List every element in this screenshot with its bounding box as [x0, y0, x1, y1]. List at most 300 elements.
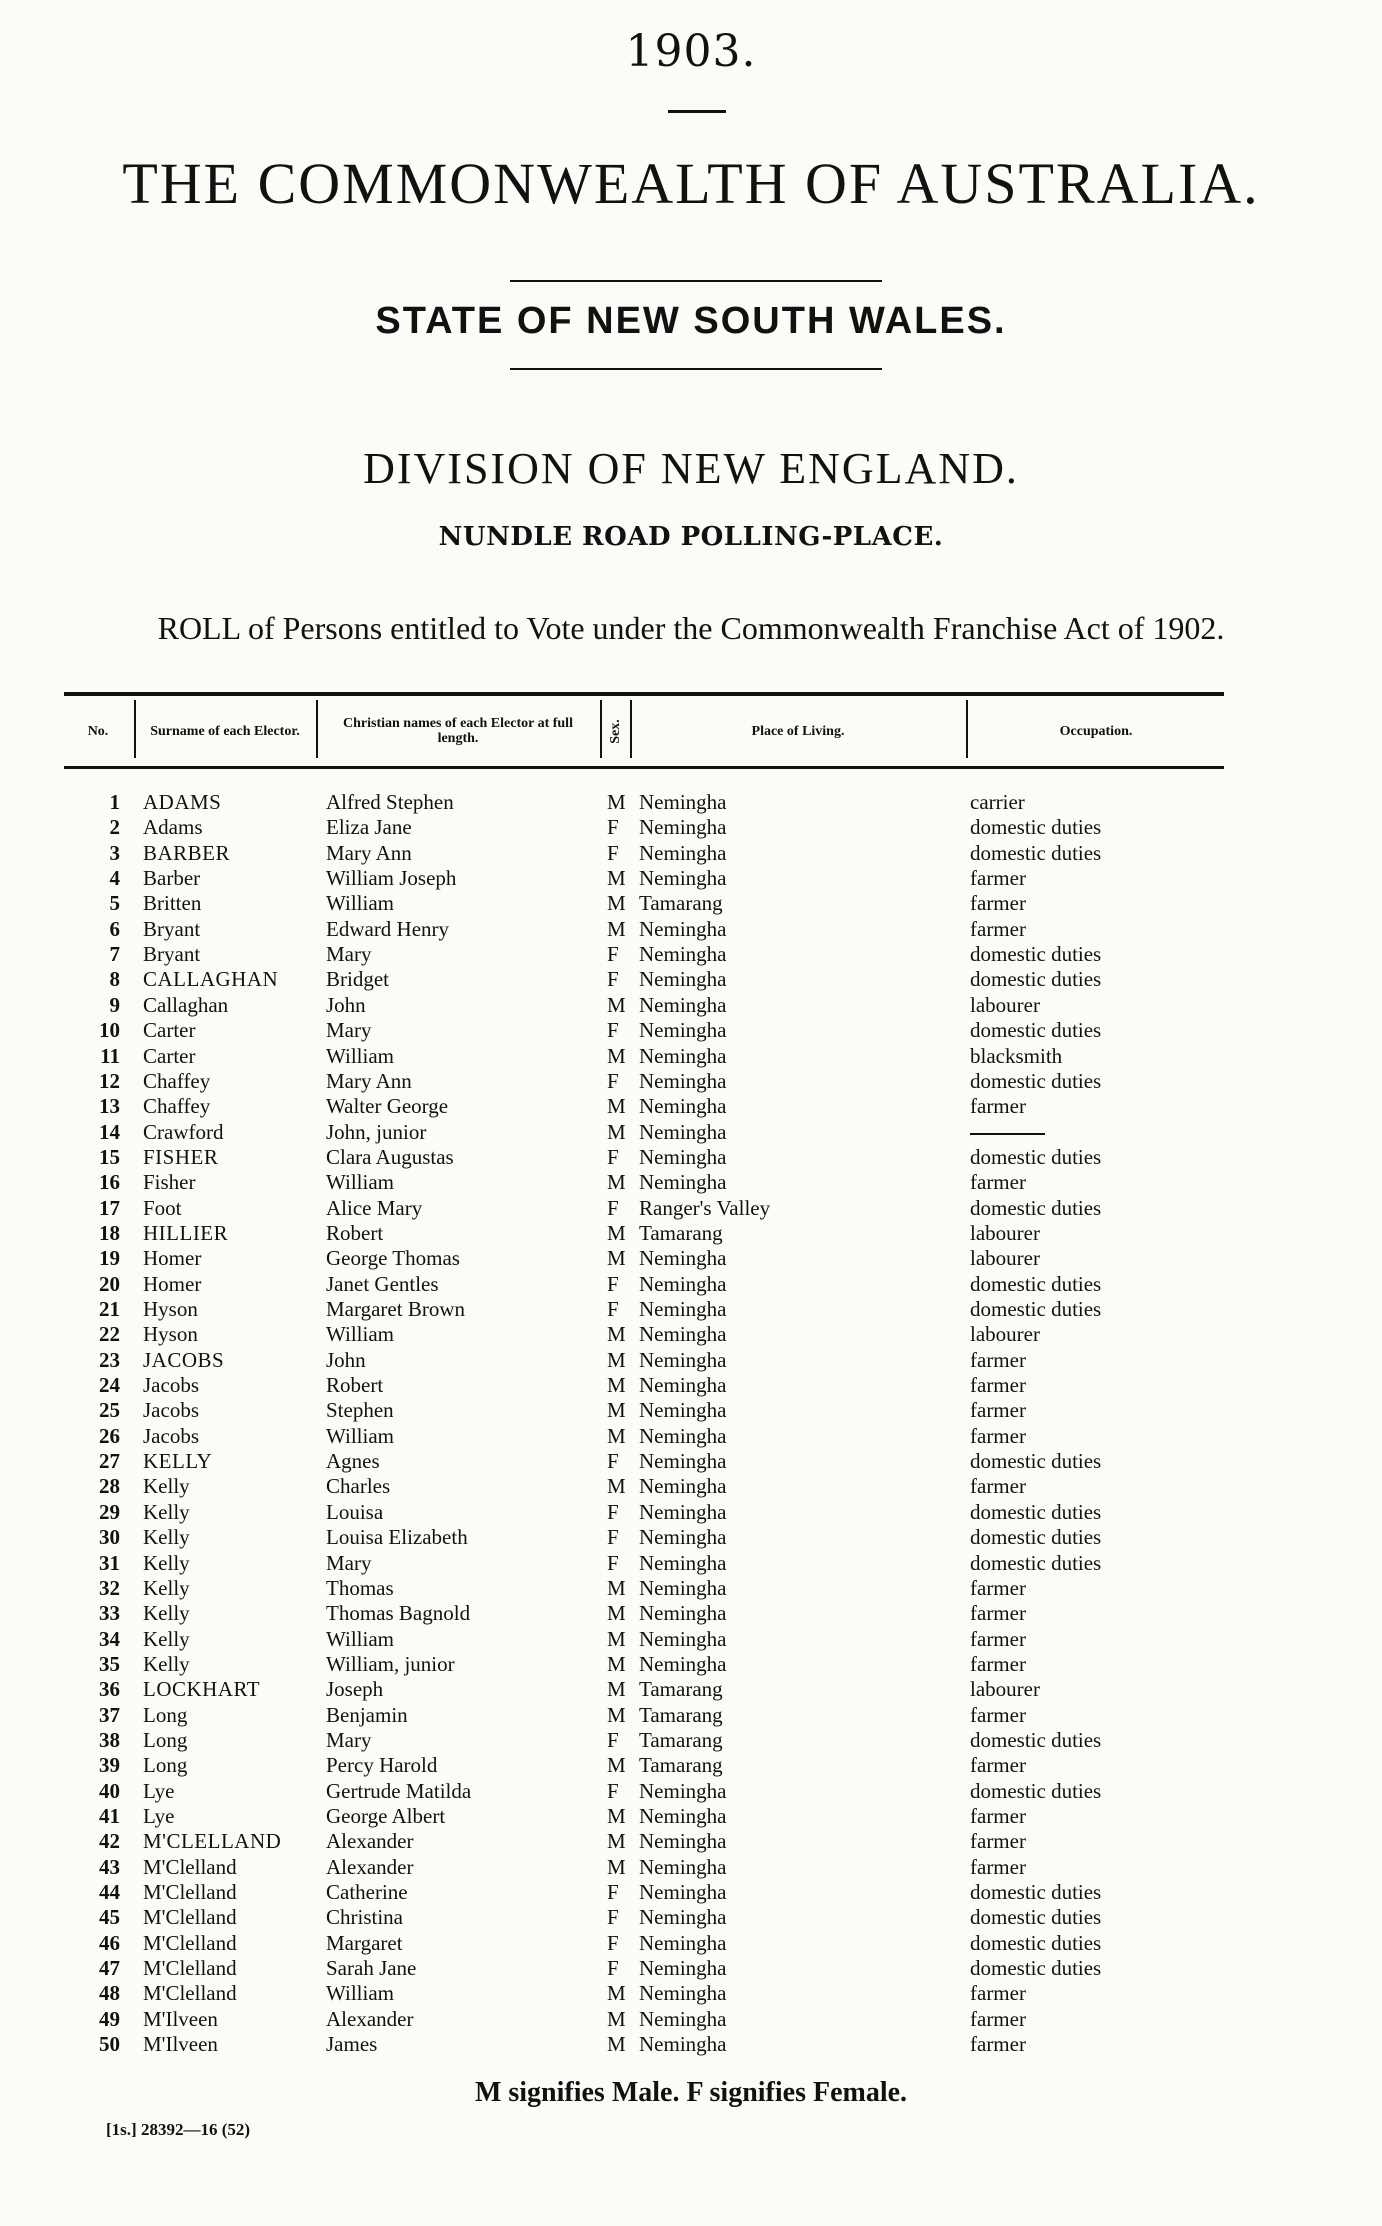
occupation-cell: farmer	[970, 916, 1026, 941]
place-cell: Tamarang	[639, 1702, 723, 1727]
polling-place-heading: NUNDLE ROAD POLLING-PLACE.	[438, 522, 944, 552]
place-cell: Nemingha	[639, 1956, 727, 1981]
row-number: 33	[99, 1601, 120, 1626]
row-number: 8	[109, 967, 120, 992]
row-number: 25	[99, 1398, 120, 1423]
table-row	[0, 1956, 1382, 1981]
divider	[510, 280, 882, 282]
surname-cell: M'Clelland	[143, 1854, 237, 1879]
place-cell: Nemingha	[639, 1322, 727, 1347]
table-row	[0, 1551, 1382, 1576]
place-cell: Nemingha	[639, 1575, 727, 1600]
surname-cell: BARBER	[143, 840, 231, 865]
occupation-cell: farmer	[970, 1829, 1026, 1854]
christian-names-cell: Margaret Brown	[326, 1297, 465, 1321]
christian-names-cell: Mary Ann	[326, 1068, 412, 1093]
table-row	[0, 1931, 1382, 1956]
christian-names-cell: William	[326, 1423, 394, 1448]
christian-names-cell: Charles	[326, 1474, 391, 1499]
place-cell: Nemingha	[639, 1423, 727, 1448]
occupation-cell: farmer	[970, 1854, 1026, 1879]
row-number: 21	[99, 1297, 120, 1321]
row-number: 7	[109, 942, 120, 967]
occupation-cell: domestic duties	[970, 1905, 1102, 1930]
place-cell: Ranger's Valley	[639, 1195, 771, 1220]
table-row	[0, 1779, 1382, 1804]
place-cell: Nemingha	[639, 1880, 727, 1905]
christian-names-cell: Alexander	[326, 2006, 414, 2031]
table-row	[0, 1703, 1382, 1728]
occupation-cell: labourer	[970, 1220, 1040, 1245]
sex-cell: F	[607, 1956, 619, 1981]
occupation-cell: farmer	[970, 1373, 1026, 1398]
sex-cell: M	[607, 1601, 626, 1626]
table-row	[0, 1500, 1382, 1525]
christian-names-cell: James	[326, 2032, 378, 2057]
occupation-cell: domestic duties	[970, 967, 1102, 992]
place-cell: Nemingha	[639, 866, 727, 891]
table-row	[0, 1981, 1382, 2006]
occupation-cell: domestic duties	[970, 840, 1102, 865]
occupation-cell: farmer	[970, 1702, 1026, 1727]
place-cell: Nemingha	[639, 1804, 727, 1828]
place-cell: Nemingha	[639, 1601, 727, 1626]
christian-names-cell: Sarah Jane	[326, 1956, 417, 1981]
occupation-cell: farmer	[970, 1575, 1026, 1600]
surname-cell: Kelly	[143, 1626, 190, 1651]
row-number: 40	[99, 1778, 120, 1803]
place-cell: Tamarang	[639, 1753, 723, 1778]
table-row	[0, 1221, 1382, 1246]
table-row	[0, 1804, 1382, 1829]
table-row	[0, 1094, 1382, 1119]
sex-cell: M	[607, 1347, 626, 1372]
surname-cell: Jacobs	[143, 1423, 199, 1448]
table-row	[0, 1728, 1382, 1753]
place-cell: Nemingha	[639, 1043, 727, 1068]
christian-names-cell: Mary Ann	[326, 840, 412, 865]
place-cell: Nemingha	[639, 1373, 727, 1398]
place-cell: Nemingha	[639, 1905, 727, 1930]
place-cell: Nemingha	[639, 916, 727, 941]
sex-cell: F	[607, 1297, 619, 1321]
christian-names-cell: Mary	[326, 1727, 372, 1752]
occupation-cell: domestic duties	[970, 1525, 1102, 1550]
sex-cell: F	[607, 1930, 619, 1955]
occupation-cell: farmer	[970, 2032, 1026, 2057]
table-row	[0, 2032, 1382, 2057]
row-number: 42	[99, 1829, 120, 1854]
table-row	[0, 1880, 1382, 1905]
surname-cell: HILLIER	[143, 1220, 229, 1245]
place-cell: Tamarang	[639, 1220, 723, 1245]
surname-cell: Long	[143, 1702, 188, 1727]
christian-names-cell: Louisa Elizabeth	[326, 1525, 468, 1550]
place-cell: Nemingha	[639, 1981, 727, 2006]
table-row	[0, 1474, 1382, 1499]
table-row	[0, 1905, 1382, 1930]
sex-cell: F	[607, 1525, 619, 1550]
place-cell: Nemingha	[639, 1930, 727, 1955]
sex-cell: M	[607, 1119, 626, 1144]
christian-names-cell: William, junior	[326, 1651, 455, 1676]
place-cell: Tamarang	[639, 891, 723, 916]
surname-cell: Lye	[143, 1804, 175, 1828]
occupation-cell: farmer	[970, 1804, 1026, 1828]
row-number: 15	[99, 1144, 120, 1169]
table-row	[0, 1196, 1382, 1221]
row-number: 17	[99, 1195, 120, 1220]
sex-cell: M	[607, 1651, 626, 1676]
surname-cell: CALLAGHAN	[143, 967, 279, 992]
sex-cell: M	[607, 992, 626, 1017]
table-row	[0, 815, 1382, 840]
sex-cell: M	[607, 1094, 626, 1119]
christian-names-cell: John	[326, 1347, 366, 1372]
sex-cell: M	[607, 1322, 626, 1347]
occupation-cell: domestic duties	[970, 1297, 1102, 1321]
surname-cell: Britten	[143, 891, 202, 916]
state-heading: STATE OF NEW SOUTH WALES.	[375, 300, 1007, 342]
sex-cell: M	[607, 1170, 626, 1195]
row-number: 5	[109, 891, 120, 916]
sex-cell: M	[607, 1398, 626, 1423]
christian-names-cell: William	[326, 1322, 394, 1347]
place-cell: Nemingha	[639, 1271, 727, 1296]
sex-cell: M	[607, 1753, 626, 1778]
surname-cell: Chaffey	[143, 1068, 211, 1093]
table-row	[0, 917, 1382, 942]
row-number: 34	[99, 1626, 120, 1651]
occupation-cell: domestic duties	[970, 1727, 1102, 1752]
occupation-cell: domestic duties	[970, 1449, 1102, 1474]
division-heading: DIVISION OF NEW ENGLAND.	[363, 444, 1019, 493]
sex-cell: F	[607, 815, 619, 840]
row-number: 45	[99, 1905, 120, 1930]
surname-cell: Adams	[143, 815, 203, 840]
sex-cell: F	[607, 967, 619, 992]
sex-legend: M signifies Male. F signifies Female.	[474, 2077, 908, 2108]
table-row	[0, 1829, 1382, 1854]
table-row	[0, 1272, 1382, 1297]
row-number: 9	[109, 992, 120, 1017]
surname-cell: Bryant	[143, 916, 201, 941]
row-number: 13	[99, 1094, 120, 1119]
surname-cell: Kelly	[143, 1525, 190, 1550]
sex-cell: M	[607, 866, 626, 891]
surname-cell: FISHER	[143, 1144, 219, 1169]
table-row	[0, 891, 1382, 916]
place-cell: Nemingha	[639, 1094, 727, 1119]
table-row	[0, 1297, 1382, 1322]
table-row	[0, 1449, 1382, 1474]
blank-dash	[970, 1133, 1045, 1135]
occupation-cell: farmer	[970, 1626, 1026, 1651]
sex-cell: F	[607, 1727, 619, 1752]
sex-cell: F	[607, 1271, 619, 1296]
occupation-cell: farmer	[970, 1094, 1026, 1119]
sex-cell: M	[607, 1854, 626, 1879]
christian-names-cell: Walter George	[326, 1094, 449, 1119]
surname-cell: Homer	[143, 1271, 202, 1296]
christian-names-cell: Mary	[326, 942, 372, 967]
roll-title: ROLL of Persons entitled to Vote under the Commonwealth Franchise Act of 1902.	[157, 610, 1225, 646]
place-cell: Nemingha	[639, 967, 727, 992]
christian-names-cell: Mary	[326, 1018, 372, 1043]
table-row	[0, 1525, 1382, 1550]
row-number: 36	[99, 1677, 120, 1702]
place-cell: Nemingha	[639, 1449, 727, 1474]
occupation-cell: farmer	[970, 1753, 1026, 1778]
row-number: 31	[99, 1550, 120, 1575]
sex-cell: M	[607, 1677, 626, 1702]
christian-names-cell: John	[326, 992, 366, 1017]
occupation-cell: farmer	[970, 1981, 1026, 2006]
column-header-sex	[602, 696, 628, 766]
surname-cell: Kelly	[143, 1499, 190, 1524]
surname-cell: Jacobs	[143, 1398, 199, 1423]
row-number: 47	[99, 1956, 120, 1981]
christian-names-cell: Robert	[326, 1220, 384, 1245]
surname-cell: Kelly	[143, 1575, 190, 1600]
occupation-cell: labourer	[970, 992, 1040, 1017]
christian-names-cell: Thomas	[326, 1575, 394, 1600]
occupation-cell: carrier	[970, 790, 1025, 814]
surname-cell: M'Clelland	[143, 1930, 237, 1955]
christian-names-cell: Mary	[326, 1550, 372, 1575]
table-row	[0, 1627, 1382, 1652]
table-row	[0, 1576, 1382, 1601]
surname-cell: Bryant	[143, 942, 201, 967]
surname-cell: Chaffey	[143, 1094, 211, 1119]
surname-cell: Long	[143, 1727, 188, 1752]
occupation-cell: domestic duties	[970, 1271, 1102, 1296]
surname-cell: Kelly	[143, 1550, 190, 1575]
sex-cell: M	[607, 1246, 626, 1271]
sex-cell: M	[607, 1804, 626, 1828]
place-cell: Nemingha	[639, 1068, 727, 1093]
sex-cell: F	[607, 1068, 619, 1093]
table-row	[0, 967, 1382, 992]
row-number: 11	[100, 1043, 120, 1068]
row-number: 37	[99, 1702, 120, 1727]
surname-cell: Fisher	[143, 1170, 196, 1195]
place-cell: Nemingha	[639, 1854, 727, 1879]
place-cell: Nemingha	[639, 1144, 727, 1169]
place-cell: Nemingha	[639, 1829, 727, 1854]
place-cell: Nemingha	[639, 1550, 727, 1575]
place-cell: Nemingha	[639, 1651, 727, 1676]
sex-cell: M	[607, 891, 626, 916]
occupation-cell: blacksmith	[970, 1043, 1063, 1068]
table-row	[0, 1652, 1382, 1677]
occupation-cell: domestic duties	[970, 1499, 1102, 1524]
column-header-occupation: Occupation.	[1059, 723, 1133, 739]
row-number: 35	[99, 1651, 120, 1676]
christian-names-cell: George Albert	[326, 1804, 446, 1828]
christian-names-cell: Louisa	[326, 1499, 384, 1524]
sex-cell: M	[607, 1626, 626, 1651]
christian-names-cell: Gertrude Matilda	[326, 1778, 472, 1803]
table-header	[64, 692, 1224, 769]
row-number: 20	[99, 1271, 120, 1296]
sex-cell: M	[607, 1043, 626, 1068]
place-cell: Tamarang	[639, 1677, 723, 1702]
surname-cell: Crawford	[143, 1119, 224, 1144]
row-number: 1	[109, 790, 120, 814]
christian-names-cell: Christina	[326, 1905, 403, 1930]
surname-cell: M'Ilveen	[143, 2032, 218, 2057]
sex-cell: F	[607, 1880, 619, 1905]
surname-cell: Hyson	[143, 1297, 198, 1321]
christian-names-cell: Benjamin	[326, 1702, 408, 1727]
sex-cell: M	[607, 1423, 626, 1448]
christian-names-cell: Edward Henry	[326, 916, 450, 941]
occupation-cell: farmer	[970, 1423, 1026, 1448]
sex-cell: M	[607, 1474, 626, 1499]
table-row	[0, 1348, 1382, 1373]
christian-names-cell: William	[326, 1043, 394, 1068]
christian-names-cell: Catherine	[326, 1880, 408, 1905]
row-number: 48	[99, 1981, 120, 2006]
sex-cell: F	[607, 1449, 619, 1474]
table-row	[0, 1069, 1382, 1094]
row-number: 46	[99, 1930, 120, 1955]
occupation-cell: farmer	[970, 1170, 1026, 1195]
christian-names-cell: Janet Gentles	[326, 1271, 439, 1296]
surname-cell: Kelly	[143, 1601, 190, 1626]
sex-cell: M	[607, 1373, 626, 1398]
table-row	[0, 1322, 1382, 1347]
row-number: 19	[99, 1246, 120, 1271]
christian-names-cell: Bridget	[326, 967, 389, 992]
row-number: 3	[109, 840, 120, 865]
christian-names-cell: Joseph	[326, 1677, 384, 1702]
table-row	[0, 1044, 1382, 1069]
surname-cell: Kelly	[143, 1651, 190, 1676]
occupation-cell: domestic duties	[970, 1930, 1102, 1955]
occupation-cell: farmer	[970, 1398, 1026, 1423]
row-number: 16	[99, 1170, 120, 1195]
place-cell: Nemingha	[639, 1170, 727, 1195]
place-cell: Nemingha	[639, 2032, 727, 2057]
place-cell: Nemingha	[639, 840, 727, 865]
print-reference: [1s.] 28392—16 (52)	[106, 2120, 251, 2139]
place-cell: Nemingha	[639, 1499, 727, 1524]
row-number: 44	[99, 1880, 120, 1905]
row-number: 39	[99, 1753, 120, 1778]
table-row	[0, 1120, 1382, 1145]
row-number: 22	[99, 1322, 120, 1347]
table-row	[0, 1246, 1382, 1271]
column-header-no: No.	[87, 723, 109, 739]
surname-cell: LOCKHART	[143, 1677, 261, 1702]
place-cell: Nemingha	[639, 1778, 727, 1803]
place-cell: Nemingha	[639, 942, 727, 967]
row-number: 10	[99, 1018, 120, 1043]
christian-names-cell: William Joseph	[326, 866, 457, 891]
row-number: 41	[99, 1804, 120, 1828]
row-number: 50	[99, 2032, 120, 2057]
sex-cell: F	[607, 1905, 619, 1930]
row-number: 12	[99, 1068, 120, 1093]
sex-cell: M	[607, 1702, 626, 1727]
row-number: 29	[99, 1499, 120, 1524]
christian-names-cell: William	[326, 1170, 394, 1195]
christian-names-cell: William	[326, 1626, 394, 1651]
table-row	[0, 1373, 1382, 1398]
surname-cell: Callaghan	[143, 992, 229, 1017]
surname-cell: Kelly	[143, 1474, 190, 1499]
surname-cell: Foot	[143, 1195, 182, 1220]
surname-cell: Jacobs	[143, 1373, 199, 1398]
row-number: 28	[99, 1474, 120, 1499]
occupation-cell	[970, 1120, 1045, 1145]
sex-cell: M	[607, 2032, 626, 2057]
row-number: 14	[99, 1119, 120, 1144]
place-cell: Nemingha	[639, 992, 727, 1017]
table-row	[0, 2007, 1382, 2032]
occupation-cell: domestic duties	[970, 1018, 1102, 1043]
row-number: 4	[109, 866, 120, 891]
sex-cell: M	[607, 916, 626, 941]
surname-cell: ADAMS	[143, 790, 222, 814]
row-number: 27	[99, 1449, 120, 1474]
place-cell: Tamarang	[639, 1727, 723, 1752]
sex-cell: F	[607, 942, 619, 967]
surname-cell: Homer	[143, 1246, 202, 1271]
occupation-cell: domestic duties	[970, 1068, 1102, 1093]
christian-names-cell: William	[326, 1981, 394, 2006]
sex-cell: M	[607, 1981, 626, 2006]
sex-cell: F	[607, 1195, 619, 1220]
christian-names-cell: William	[326, 891, 394, 916]
column-header-sex-label: Sex.	[607, 718, 623, 744]
sex-cell: M	[607, 1220, 626, 1245]
table-row	[0, 1170, 1382, 1195]
table-row	[0, 942, 1382, 967]
occupation-cell: domestic duties	[970, 1778, 1102, 1803]
christian-names-cell: Clara Augustas	[326, 1144, 454, 1169]
occupation-cell: farmer	[970, 1601, 1026, 1626]
surname-cell: Barber	[143, 866, 201, 891]
christian-names-cell: Alfred Stephen	[326, 790, 454, 814]
sex-cell: F	[607, 1499, 619, 1524]
occupation-cell: domestic duties	[970, 1550, 1102, 1575]
divider	[510, 368, 882, 370]
occupation-cell: farmer	[970, 1347, 1026, 1372]
christian-names-cell: Alexander	[326, 1829, 414, 1854]
sex-cell: M	[607, 1575, 626, 1600]
place-cell: Nemingha	[639, 1347, 727, 1372]
surname-cell: Hyson	[143, 1322, 198, 1347]
christian-names-cell: George Thomas	[326, 1246, 460, 1271]
christian-names-cell: Percy Harold	[326, 1753, 438, 1778]
christian-names-cell: Alice Mary	[326, 1195, 423, 1220]
place-cell: Nemingha	[639, 1119, 727, 1144]
occupation-cell: farmer	[970, 1474, 1026, 1499]
surname-cell: Long	[143, 1753, 188, 1778]
surname-cell: M'Clelland	[143, 1880, 237, 1905]
occupation-cell: domestic duties	[970, 1956, 1102, 1981]
sex-cell: F	[607, 1550, 619, 1575]
surname-cell: Carter	[143, 1043, 196, 1068]
table-row	[0, 866, 1382, 891]
year: 1903.	[625, 26, 757, 77]
christian-names-cell: Thomas Bagnold	[326, 1601, 471, 1626]
sex-cell: M	[607, 2006, 626, 2031]
row-number: 32	[99, 1575, 120, 1600]
